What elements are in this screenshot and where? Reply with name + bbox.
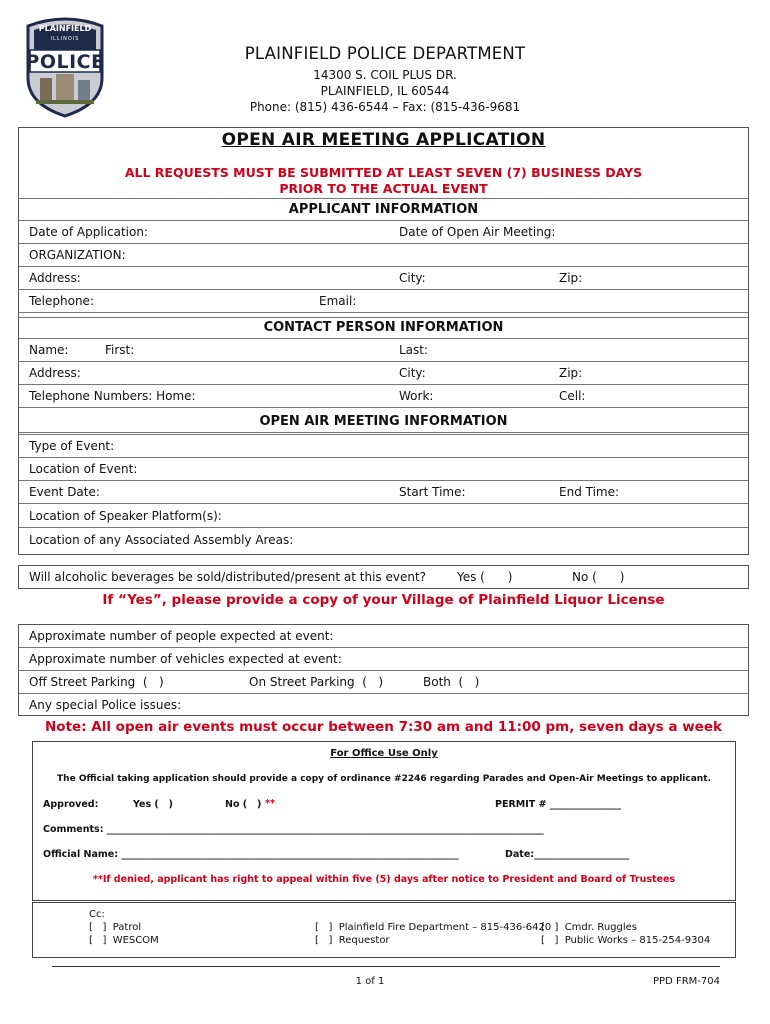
- office-instruction: The Official taking application should provide a copy of ordinance #2246 regarding Parades and Open-Air Meetings to applicant.: [57, 774, 711, 784]
- event-type-label: Type of Event:: [29, 439, 115, 453]
- work-phone-label: Work:: [399, 389, 434, 403]
- cc-requestor-checkbox[interactable]: [ ] Requestor: [315, 935, 390, 946]
- permit-number-field[interactable]: PERMIT # _______________: [495, 799, 622, 810]
- alcohol-no-option[interactable]: No ( ): [572, 570, 625, 584]
- address-line-2: PLAINFIELD, IL 60544: [320, 84, 450, 98]
- logo-top-text: PLAINFIELD: [38, 24, 92, 33]
- organization-label: ORGANIZATION:: [29, 248, 126, 262]
- applicant-section-heading: APPLICANT INFORMATION: [19, 200, 748, 221]
- event-date-label: Event Date:: [29, 485, 100, 499]
- vehicles-expected-label: Approximate number of vehicles expected at event:: [29, 652, 342, 666]
- vehicles-row: [19, 648, 748, 671]
- cc-cmdr-ruggles-checkbox[interactable]: [ ] Cmdr. Ruggles: [541, 922, 637, 933]
- alcohol-question-label: Will alcoholic beverages be sold/distributed/present at this event?: [29, 570, 427, 584]
- contact-section-heading: CONTACT PERSON INFORMATION: [19, 317, 748, 339]
- event-location-label: Location of Event:: [29, 462, 138, 476]
- cell-phone-label: Cell:: [559, 389, 586, 403]
- approved-yes-option[interactable]: Yes ( ): [133, 799, 174, 810]
- alcohol-question-box: [18, 565, 749, 589]
- applicant-email-label: Email:: [319, 294, 357, 308]
- date-of-application-label: Date of Application:: [29, 225, 148, 239]
- cc-label: Cc:: [89, 909, 105, 920]
- appeal-notice: **If denied, applicant has right to appeal within five (5) days after notice to President and Board of Trustees: [92, 874, 676, 885]
- applicant-phone-row: [19, 290, 748, 313]
- cc-public-works-checkbox[interactable]: [ ] Public Works – 815-254-9304: [541, 935, 711, 946]
- form-id: PPD FRM-704: [653, 976, 720, 987]
- office-use-heading: For Office Use Only: [330, 748, 438, 759]
- speaker-platform-row: [19, 505, 748, 528]
- contact-zip-label: Zip:: [559, 366, 583, 380]
- contact-first-label: First:: [105, 343, 135, 357]
- applicant-city-label: City:: [399, 271, 426, 285]
- date-of-meeting-label: Date of Open Air Meeting:: [399, 225, 556, 239]
- application-form: [18, 127, 749, 555]
- contact-address-row: [19, 362, 748, 385]
- home-phone-label: Telephone Numbers: Home:: [29, 389, 196, 403]
- contact-name-row: [19, 339, 748, 362]
- approved-no-marker: **: [265, 798, 275, 809]
- event-hours-note: Note: All open air events must occur between 7:30 am and 11:00 pm, seven days a week: [45, 719, 722, 735]
- applicant-zip-label: Zip:: [559, 271, 583, 285]
- applicant-telephone-label: Telephone:: [29, 294, 94, 308]
- meeting-section-heading: OPEN AIR MEETING INFORMATION: [19, 412, 748, 433]
- office-use-box: [32, 741, 736, 901]
- cc-box: [32, 902, 736, 958]
- department-name: PLAINFIELD POLICE DEPARTMENT: [244, 44, 526, 63]
- submission-notice-line-2: PRIOR TO THE ACTUAL EVENT: [19, 180, 748, 199]
- approved-label: Approved:: [43, 799, 99, 810]
- speaker-platform-label: Location of Speaker Platform(s):: [29, 509, 222, 523]
- police-issues-label: Any special Police issues:: [29, 698, 182, 712]
- form-title: OPEN AIR MEETING APPLICATION: [221, 130, 546, 150]
- liquor-license-note: If “Yes”, please provide a copy of your Village of Plainfield Liquor License: [102, 592, 665, 608]
- logo-sub-text: ILLINOIS: [50, 36, 80, 42]
- phone-fax-line: Phone: (815) 436-6544 – Fax: (815-436-9681: [249, 100, 521, 114]
- police-issues-row: [19, 694, 748, 716]
- assembly-areas-label: Location of any Associated Assembly Areas:: [29, 533, 294, 547]
- official-name-field[interactable]: Official Name: _______________________________________________________________________: [43, 849, 459, 860]
- approved-no-option[interactable]: No ( ): [225, 799, 262, 810]
- footer-divider: [52, 966, 720, 967]
- contact-phone-row: [19, 385, 748, 408]
- date-row: [19, 221, 748, 244]
- off-street-parking-option[interactable]: Off Street Parking ( ): [29, 675, 164, 689]
- event-type-row: [19, 434, 748, 458]
- people-row: [19, 625, 748, 648]
- cc-patrol-checkbox[interactable]: [ ] Patrol: [89, 922, 142, 933]
- on-street-parking-option[interactable]: On Street Parking ( ): [249, 675, 384, 689]
- event-date-row: [19, 481, 748, 504]
- cc-wescom-checkbox[interactable]: [ ] WESCOM: [89, 935, 159, 946]
- office-date-field[interactable]: Date:____________________: [505, 849, 630, 860]
- organization-row: [19, 244, 748, 267]
- parking-row: [19, 671, 748, 694]
- assembly-areas-row: [19, 529, 748, 553]
- cc-fire-department-checkbox[interactable]: [ ] Plainfield Fire Department – 815-436-6420: [315, 922, 552, 933]
- event-location-row: [19, 458, 748, 481]
- people-expected-label: Approximate number of people expected at event:: [29, 629, 334, 643]
- contact-name-label: Name:: [29, 343, 69, 357]
- page-number: 1 of 1: [355, 976, 385, 987]
- police-badge-logo: [22, 16, 108, 118]
- contact-city-label: City:: [399, 366, 426, 380]
- contact-address-label: Address:: [29, 366, 81, 380]
- comments-field[interactable]: Comments: ____________________________________________________________________________________________: [43, 824, 544, 835]
- applicant-address-row: [19, 267, 748, 290]
- both-parking-option[interactable]: Both ( ): [423, 675, 480, 689]
- start-time-label: Start Time:: [399, 485, 466, 499]
- submission-notice-line-1: ALL REQUESTS MUST BE SUBMITTED AT LEAST SEVEN (7) BUSINESS DAYS: [124, 165, 643, 180]
- end-time-label: End Time:: [559, 485, 620, 499]
- attendance-box: [18, 624, 749, 716]
- contact-last-label: Last:: [399, 343, 429, 357]
- address-line-1: 14300 S. COIL PLUS DR.: [313, 68, 457, 82]
- logo-main-text: POLICE: [25, 51, 105, 73]
- alcohol-yes-option[interactable]: Yes ( ): [457, 570, 513, 584]
- applicant-address-label: Address:: [29, 271, 81, 285]
